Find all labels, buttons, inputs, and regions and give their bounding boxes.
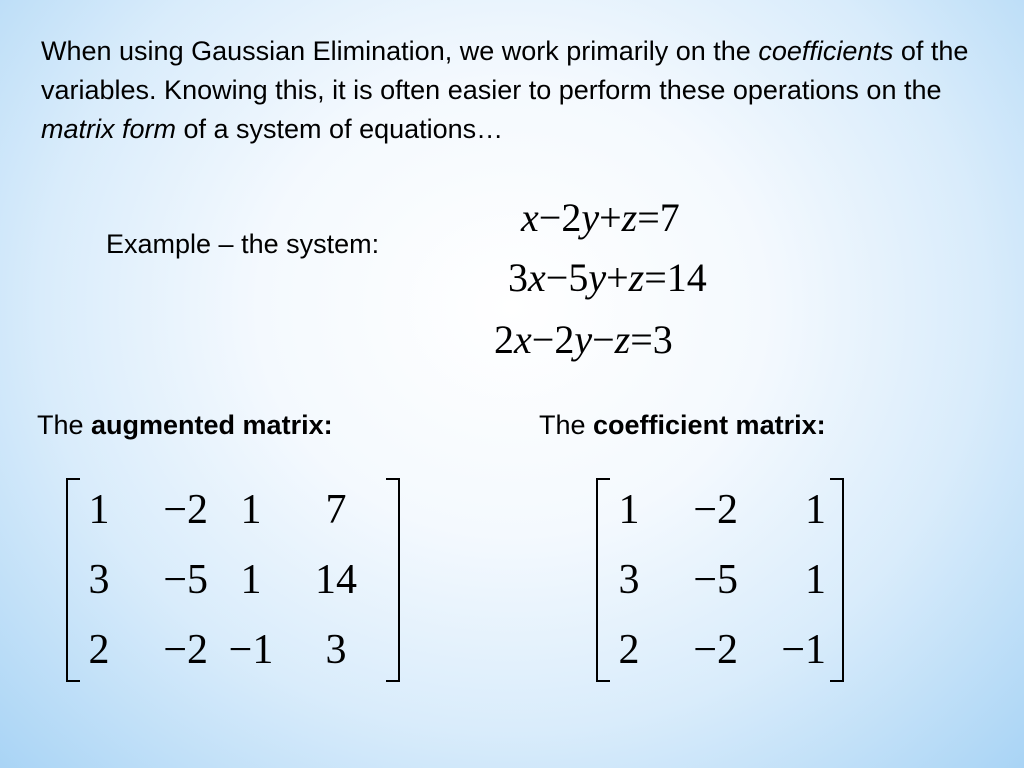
augmented-row-2 [80,545,386,615]
augmented-matrix [66,478,400,682]
equation-3 [494,316,673,364]
augmented-matrix-grid [80,475,386,685]
coefficient-matrix-grid [610,475,826,685]
equation-1-op2: + [599,195,622,240]
coefficient-cell: −2 [693,487,738,533]
equation-2-eq: = [644,255,667,300]
equation-3-c2: 2 [554,317,575,362]
intro-emphasis-coefficients: coefficients [758,36,894,66]
equation-3-z: z [614,317,631,362]
intro-paragraph [41,32,1001,149]
coefficient-prefix: The [539,410,594,440]
augmented-cell: −5 [163,557,208,603]
augmented-cell: 1 [240,487,262,533]
equation-1-c2: 2 [561,195,582,240]
augmented-row-1 [80,475,386,545]
equation-3-op1: − [531,317,555,362]
coefficient-matrix-heading [539,410,826,441]
coefficient-cell: 1 [805,487,826,533]
augmented-cell: 3 [325,627,347,673]
augmented-cell: −2 [163,627,208,673]
equation-3-c1: 2 [494,317,514,362]
coefficient-row-1 [610,475,826,545]
equation-3-y: y [574,317,593,362]
equation-2-op1: − [545,255,569,300]
augmented-left-bracket [66,478,80,682]
intro-text-1: When using Gaussian Elimination, we work primarily on the [41,36,759,66]
coefficient-right-bracket [830,478,844,682]
intro-text-2: of the variables. Knowing this, it is often easier to perform these operations on the [41,36,969,105]
coefficient-cell: −5 [693,557,738,603]
coefficient-cell: 2 [618,627,640,673]
augmented-cell: 1 [88,487,110,533]
coefficient-cell: −2 [693,627,738,673]
equation-1-x: x [521,195,539,240]
equation-2-c1: 3 [508,255,528,300]
coefficient-left-bracket [596,478,610,682]
equation-3-rhs: 3 [652,317,673,362]
coefficient-cell: 3 [618,557,640,603]
equation-1-eq: = [637,195,660,240]
intro-text-3: of a system of equations… [176,114,504,144]
intro-emphasis-matrix-form: matrix form [41,114,176,144]
coefficient-row-2 [610,545,826,615]
equation-3-eq: = [630,317,653,362]
augmented-row-3 [80,615,386,685]
augmented-cell: −2 [163,487,208,533]
augmented-right-bracket [386,478,400,682]
augmented-cell: 7 [325,487,347,533]
augmented-matrix-heading [37,410,333,441]
equation-2-op2: + [606,255,629,300]
augmented-cell: 1 [240,557,262,603]
equation-3-op2: − [592,317,615,362]
coefficient-cell: 1 [805,557,826,603]
equation-1-rhs: 7 [659,195,680,240]
equation-2-y: y [588,255,607,300]
equation-1 [521,194,680,242]
example-label: Example – the system: [106,229,380,259]
equation-1-z: z [621,195,638,240]
coefficient-row-3 [610,615,826,685]
equation-1-op1: − [538,195,562,240]
augmented-cell: 2 [88,627,110,673]
coefficient-cell: 1 [618,487,640,533]
augmented-cell: 3 [88,557,110,603]
equation-1-y: y [581,195,600,240]
equation-2-rhs: 14 [666,255,707,300]
equation-2 [508,254,707,302]
equation-2-c2: 5 [568,255,589,300]
coefficient-bold: coefficient matrix: [593,410,826,440]
coefficient-cell: −1 [781,627,826,673]
coefficient-matrix [596,478,844,682]
equation-2-x: x [528,255,546,300]
augmented-cell: −1 [228,627,274,673]
equation-2-z: z [628,255,645,300]
augmented-bold: augmented matrix: [91,410,333,440]
augmented-cell: 14 [315,557,357,603]
augmented-prefix: The [37,410,92,440]
equation-3-x: x [514,317,532,362]
